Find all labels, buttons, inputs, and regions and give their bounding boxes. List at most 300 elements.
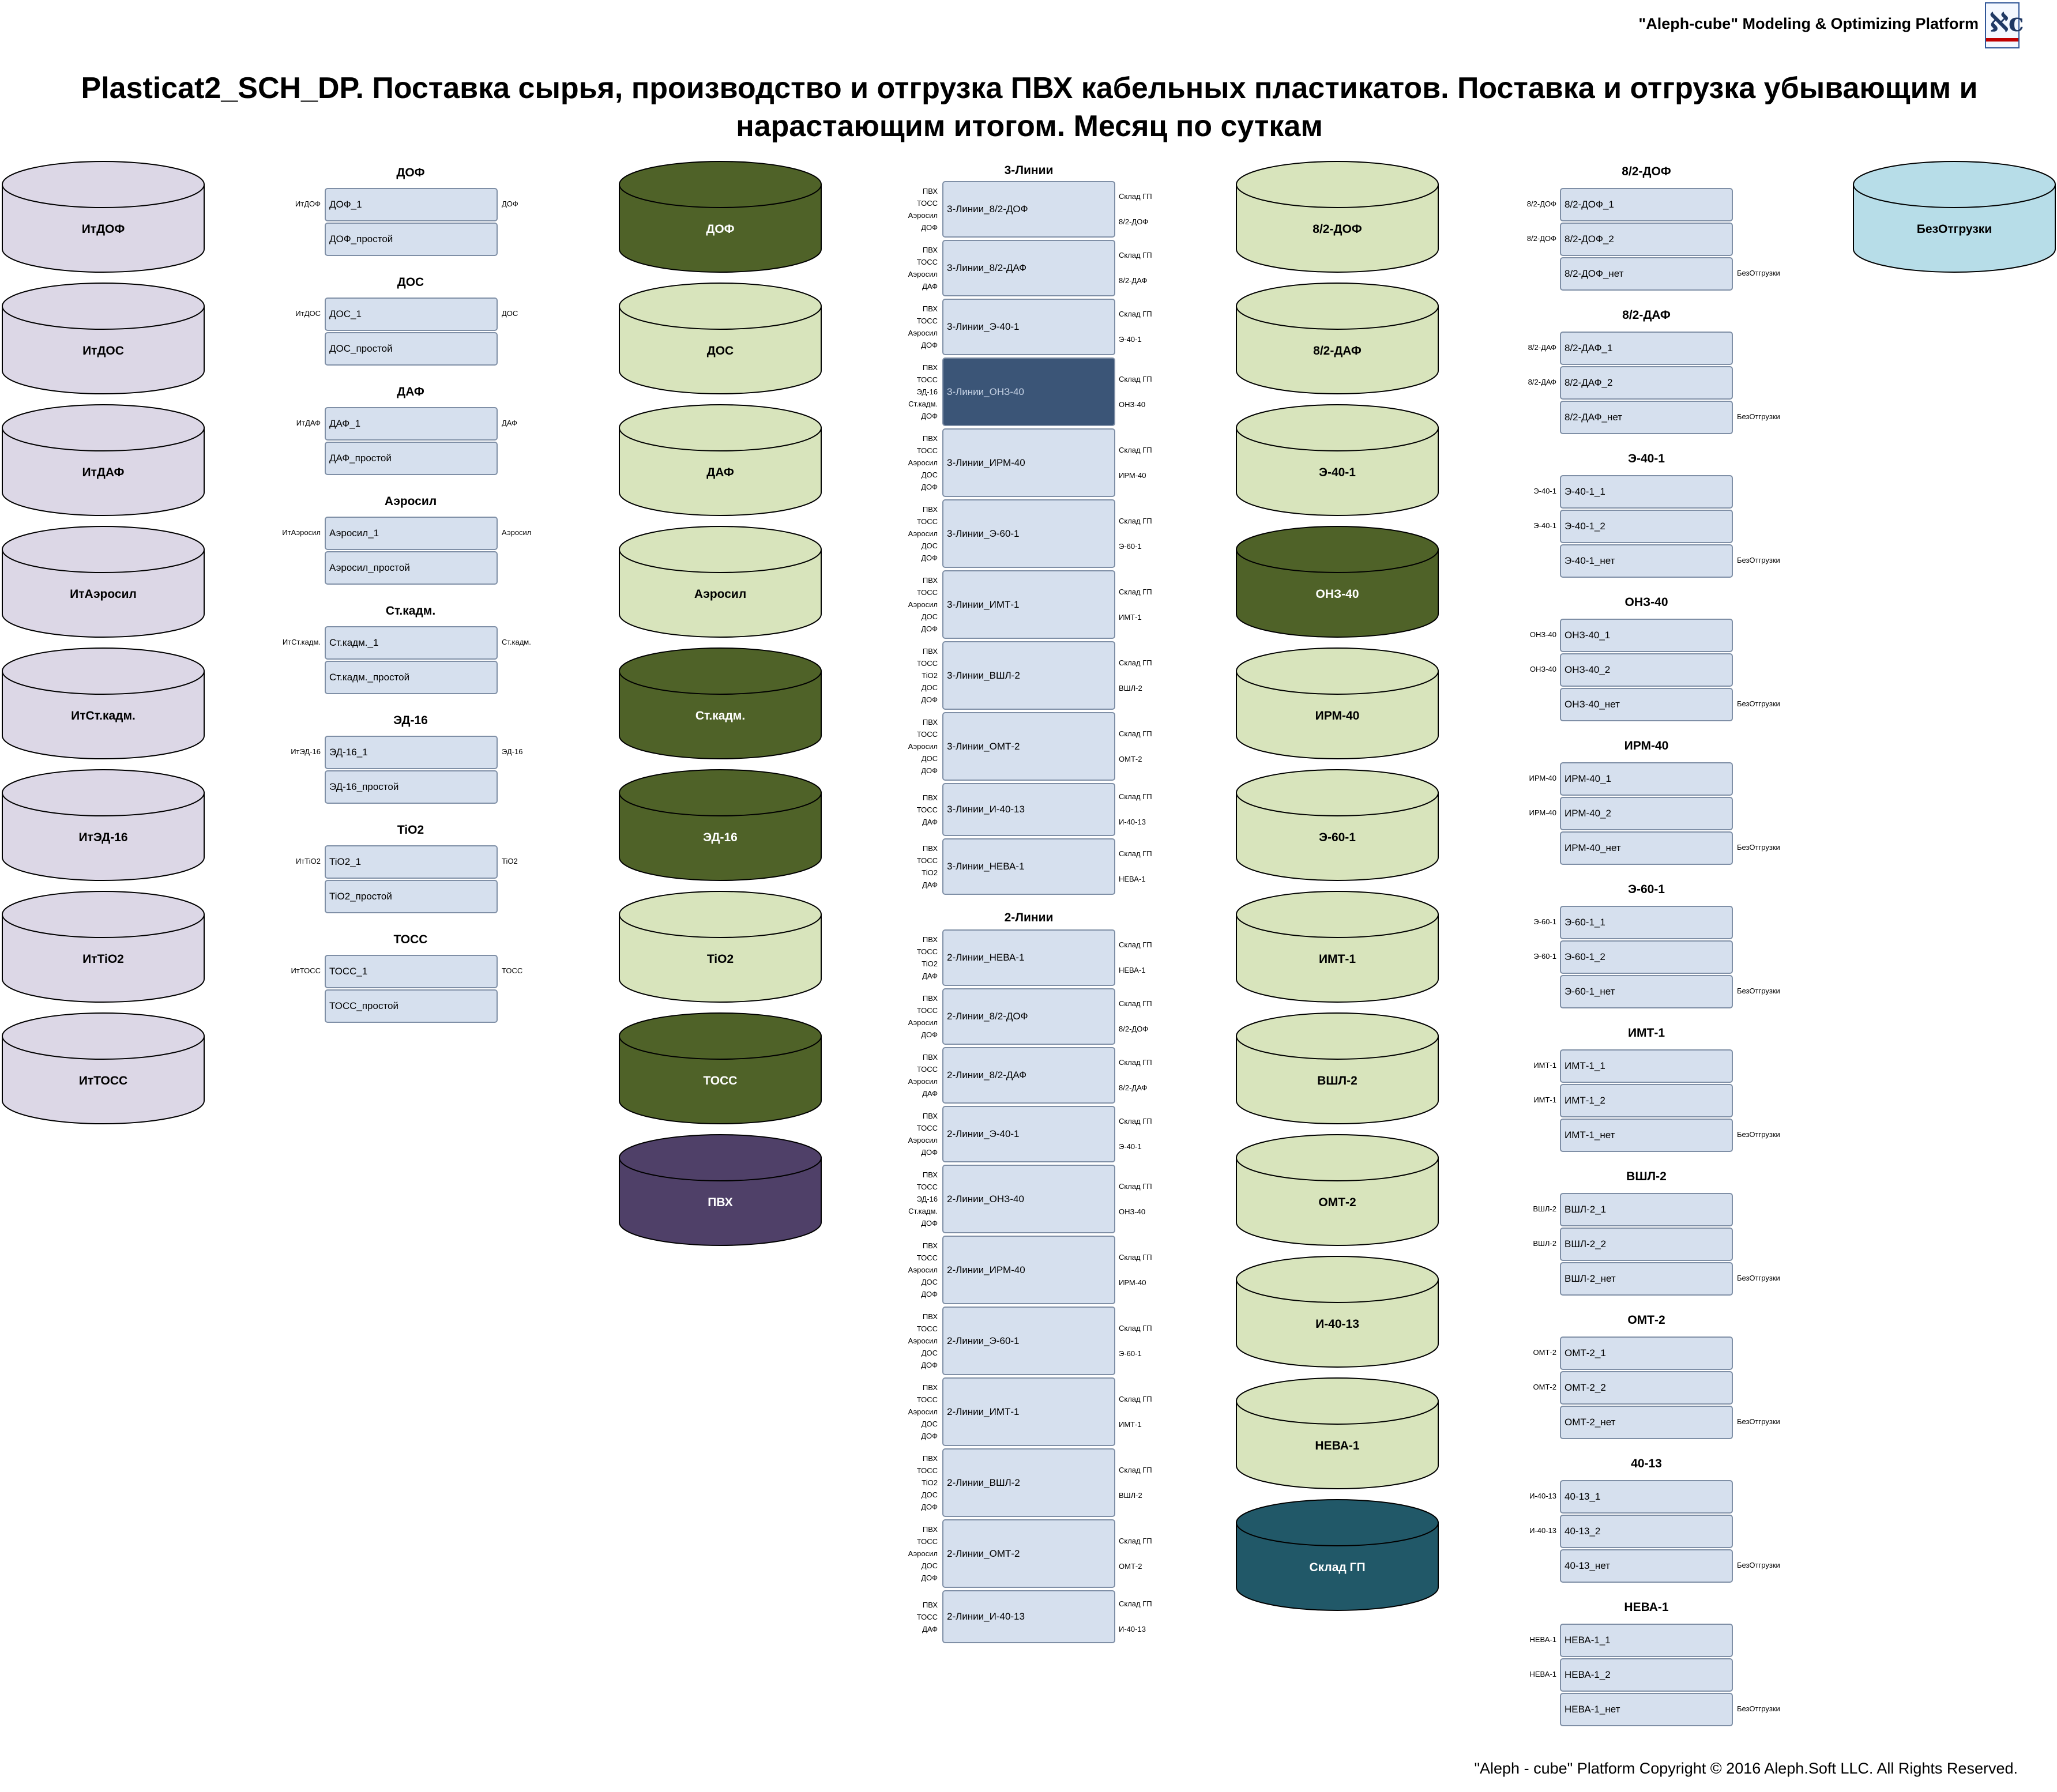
cylinder-label: ИтДОФ — [81, 223, 125, 236]
supply-group-title: ТОСС — [393, 933, 428, 946]
cylinder-shape — [1, 160, 205, 273]
page-title: Plasticat2_SCH_DP. Поставка сырья, производство и отгрузка ПВХ кабельных пластикатов. Поставка и отгрузка убывающим и нарастающим итогом. Месяц по суткам — [81, 71, 1978, 143]
line-box[interactable]: 2-Линии_ВШЛ-2 — [942, 1448, 1115, 1517]
line-box[interactable]: 2-Линии_НЕВА-1 — [942, 929, 1115, 986]
cylinder-top — [1236, 405, 1438, 451]
cylinder-label: ВШЛ-2 — [1317, 1074, 1357, 1087]
line-inputs: ПВХ ТОСС Аэросил ДОС ДОФ — [908, 576, 938, 633]
supply-group-title: ДОС — [397, 276, 424, 289]
shipment-group-title: НЕВА-1 — [1624, 1601, 1669, 1614]
cylinder-top — [2, 891, 204, 938]
supply-out-label: ЭД-16 — [502, 747, 523, 756]
cylinder-label: Склад ГП — [1309, 1561, 1366, 1574]
cylinder-label: ИтTiO2 — [82, 953, 124, 966]
line-box[interactable]: 3-Линии_Э-60-1 — [942, 499, 1115, 568]
shipment-group-title: ОМТ-2 — [1627, 1313, 1665, 1327]
shipment-box-1[interactable]: 8/2-ДОФ_1 — [1560, 188, 1733, 221]
shipment-in-label: 8/2-ДОФ — [1526, 199, 1556, 208]
cylinder-label: ИтДОС — [82, 344, 124, 357]
supply-out-label: ТОСС — [502, 966, 523, 975]
supply-box[interactable]: TiO2_1 — [325, 845, 498, 879]
shipment-box-2[interactable]: НЕВА-1_2 — [1560, 1658, 1733, 1692]
product-5[interactable] — [1235, 647, 1439, 760]
supply-out-label: ДОФ — [502, 199, 518, 208]
shipment-box-1[interactable]: НЕВА-1_1 — [1560, 1624, 1733, 1657]
line-outputs: Склад ГП ОНЗ-40 — [1119, 374, 1152, 409]
product-10[interactable] — [1235, 1255, 1439, 1368]
line-inputs: ПВХ ТОСС ЭД-16 Ст.кадм. ДОФ — [908, 363, 938, 420]
product-9[interactable] — [1235, 1134, 1439, 1247]
line-outputs: Склад ГП ИРМ-40 — [1119, 1252, 1152, 1287]
shipment-box-2[interactable]: Э-40-1_2 — [1560, 510, 1733, 543]
shipment-out-label: БезОтгрузки — [1737, 1704, 1780, 1713]
cylinder-label: ИРМ-40 — [1315, 709, 1360, 722]
cyl-3[interactable] — [1, 404, 205, 517]
line-box[interactable]: 2-Линии_ИМТ-1 — [942, 1377, 1115, 1446]
supply-out-label: ДАФ — [502, 419, 517, 427]
line-inputs: ПВХ ТОСС Аэросил ДОФ — [908, 304, 938, 349]
shipment-none-box[interactable]: ИРМ-40_нет — [1560, 831, 1733, 865]
cylinder-shape — [618, 160, 822, 273]
line-inputs: ПВХ ТОСС Аэросил ДОС ДОФ — [908, 1383, 938, 1440]
shipment-in-label: ОМТ-2 — [1533, 1348, 1556, 1357]
supply-idle-box[interactable]: ДОС_простой — [325, 332, 498, 366]
shipment-none-box[interactable]: НЕВА-1_нет — [1560, 1693, 1733, 1726]
cylinder-shape — [1235, 1134, 1439, 1247]
shipment-in-label: 8/2-ДАФ — [1528, 378, 1556, 386]
line-outputs: Склад ГП Э-60-1 — [1119, 1323, 1152, 1358]
shipment-in-label: Э-40-1 — [1533, 521, 1556, 530]
supply-in-label: ИтСт.кадм. — [282, 638, 321, 646]
cylinder-top — [1236, 1378, 1438, 1424]
line-outputs: Склад ГП ИМТ-1 — [1119, 1394, 1152, 1429]
supply-in-label: ИтАэросил — [282, 528, 321, 537]
cylinder-shape — [1, 647, 205, 760]
line-inputs: ПВХ ТОСС Аэросил ДОС ДОФ — [908, 1525, 938, 1582]
cyl-8[interactable] — [1, 1012, 205, 1125]
cylinder-top — [2, 770, 204, 816]
product-7[interactable] — [1235, 890, 1439, 1003]
cylinder-label: Э-40-1 — [1319, 466, 1356, 479]
cylinder-top — [1236, 1013, 1438, 1059]
shipment-out-label: БезОтгрузки — [1737, 699, 1780, 708]
line-outputs: Склад ГП 8/2-ДОФ — [1119, 999, 1152, 1033]
cylinder-top — [1236, 648, 1438, 694]
cyl-4[interactable] — [1, 525, 205, 638]
line-box[interactable]: 2-Линии_Э-60-1 — [942, 1307, 1115, 1375]
cylinder-label: TiO2 — [706, 953, 734, 966]
shipment-out-label: БезОтгрузки — [1737, 412, 1780, 421]
cylinder-shape — [618, 647, 822, 760]
shipment-box-1[interactable]: ИРМ-40_1 — [1560, 762, 1733, 796]
cylinder-shape — [618, 1012, 822, 1125]
shipment-none-box[interactable]: 40-13_нет — [1560, 1549, 1733, 1583]
material-5[interactable] — [618, 647, 822, 760]
cylinder-shape — [1, 282, 205, 395]
cylinder-label: ИтСт.кадм. — [71, 709, 136, 722]
material-6[interactable] — [618, 769, 822, 882]
cylinder-top — [619, 283, 821, 329]
shipment-in-label: 8/2-ДОФ — [1526, 234, 1556, 243]
cylinder-top — [1236, 161, 1438, 208]
cylinder-shape — [618, 1134, 822, 1247]
cylinder-top — [619, 405, 821, 451]
shipment-group-title: 8/2-ДАФ — [1622, 308, 1671, 322]
supply-box[interactable]: Ст.кадм._1 — [325, 626, 498, 660]
cyl-5[interactable] — [1, 647, 205, 760]
material-1[interactable] — [618, 160, 822, 273]
shipment-in-label: Э-40-1 — [1533, 487, 1556, 495]
cylinder-label: И-40-13 — [1315, 1317, 1359, 1331]
shipment-group-title: ИРМ-40 — [1624, 739, 1669, 752]
line-outputs: Склад ГП ИРМ-40 — [1119, 445, 1152, 480]
shipment-group-title: Э-60-1 — [1628, 883, 1665, 896]
product-4[interactable] — [1235, 525, 1439, 638]
shipment-box-2[interactable]: ИРМ-40_2 — [1560, 797, 1733, 830]
cylinder-label: ОМТ-2 — [1318, 1196, 1356, 1209]
line-box[interactable]: 3-Линии_Э-40-1 — [942, 299, 1115, 355]
shipment-group-title: 40-13 — [1631, 1457, 1662, 1470]
supply-group-title: ДОФ — [396, 166, 425, 179]
cylinder-shape — [1235, 1377, 1439, 1490]
supply-box[interactable]: ЭД-16_1 — [325, 736, 498, 769]
line-outputs: Склад ГП Э-60-1 — [1119, 516, 1152, 551]
cylinder-shape — [1, 890, 205, 1003]
cylinder-shape — [1235, 1012, 1439, 1125]
shipment-box-1[interactable]: ОНЗ-40_1 — [1560, 619, 1733, 652]
line-box[interactable]: 2-Линии_8/2-ДОФ — [942, 988, 1115, 1045]
line-box[interactable]: 3-Линии_8/2-ДОФ — [942, 181, 1115, 238]
line-box[interactable]: 3-Линии_ИМТ-1 — [942, 570, 1115, 639]
cylinder-shape — [1235, 769, 1439, 882]
shipment-none-box[interactable]: 8/2-ДАФ_нет — [1560, 401, 1733, 434]
cylinder-shape — [1, 525, 205, 638]
line-inputs: ПВХ ТОСС TiO2 ДАФ — [916, 844, 938, 889]
cyl-6[interactable] — [1, 769, 205, 882]
supply-idle-box[interactable]: ЭД-16_простой — [325, 770, 498, 804]
shipment-in-label: ИРМ-40 — [1529, 774, 1556, 782]
supply-box[interactable]: ТОСС_1 — [325, 955, 498, 988]
aleph-cube-logo-icon — [1985, 2, 2024, 48]
supply-group-title: Аэросил — [384, 495, 437, 508]
cylinder-shape — [1852, 160, 2056, 273]
line-box[interactable]: 3-Линии_ОМТ-2 — [942, 712, 1115, 781]
cylinder-label: БезОтгрузки — [1916, 223, 1992, 236]
cylinder-label: НЕВА-1 — [1315, 1439, 1360, 1452]
shipment-group-title: ВШЛ-2 — [1626, 1170, 1667, 1183]
cylinder-shape — [1235, 404, 1439, 517]
shipment-in-label: ИМТ-1 — [1533, 1061, 1556, 1070]
cylinder-top — [619, 1013, 821, 1059]
shipment-in-label: Э-60-1 — [1533, 952, 1556, 961]
line-outputs: Склад ГП НЕВА-1 — [1119, 849, 1152, 883]
shipment-box-1[interactable]: ВШЛ-2_1 — [1560, 1193, 1733, 1226]
shipment-none-box[interactable]: ИМТ-1_нет — [1560, 1119, 1733, 1152]
supply-out-label: Аэросил — [502, 528, 532, 537]
cylinder-top — [2, 1013, 204, 1059]
cylinder-label: ПВХ — [708, 1196, 733, 1209]
product-3[interactable] — [1235, 404, 1439, 517]
line-box[interactable]: 2-Линии_ОМТ-2 — [942, 1519, 1115, 1588]
shipment-none-box[interactable]: ОМТ-2_нет — [1560, 1406, 1733, 1439]
line-inputs: ПВХ ТОСС Аэросил ДОС ДОФ — [908, 1241, 938, 1298]
cylinder-shape — [1, 404, 205, 517]
logo-glyph: ℵc — [1990, 8, 2024, 37]
shipment-in-label: Э-60-1 — [1533, 917, 1556, 926]
copyright-footer: "Aleph - cube" Platform Copyright © 2016 Aleph.Soft LLC. All Rights Reserved. — [1474, 1760, 2018, 1777]
material-2[interactable] — [618, 282, 822, 395]
supply-in-label: ИтДОФ — [295, 199, 321, 208]
material-4[interactable] — [618, 525, 822, 638]
supply-out-label: Ст.кадм. — [502, 638, 531, 646]
line-inputs: ПВХ ТОСС Аэросил ДОС ДОФ — [908, 434, 938, 491]
lines-title: 2-Линии — [1004, 911, 1054, 924]
supply-in-label: ИтЭД-16 — [291, 747, 321, 756]
cylinder-label: ИтДАФ — [82, 466, 125, 479]
cylinder-top — [619, 648, 821, 694]
cylinder-label: 8/2-ДАФ — [1313, 344, 1362, 357]
shipment-in-label: ИМТ-1 — [1533, 1095, 1556, 1104]
line-box[interactable]: 2-Линии_8/2-ДАФ — [942, 1047, 1115, 1104]
line-inputs: ПВХ ТОСС Аэросил ДОФ — [908, 1112, 938, 1157]
line-box[interactable]: 3-Линии_8/2-ДАФ — [942, 240, 1115, 296]
shipment-box-1[interactable]: 8/2-ДАФ_1 — [1560, 332, 1733, 365]
line-box[interactable]: 3-Линии_ИРМ-40 — [942, 428, 1115, 497]
shipment-none-box[interactable]: Э-40-1_нет — [1560, 544, 1733, 578]
cylinder-label: Э-60-1 — [1319, 831, 1356, 844]
cylinder-shape — [1235, 1255, 1439, 1368]
shipment-in-label: И-40-13 — [1529, 1492, 1556, 1500]
supply-box[interactable]: ДАФ_1 — [325, 407, 498, 441]
line-box[interactable]: 3-Линии_НЕВА-1 — [942, 838, 1115, 895]
cylinder-top — [1236, 283, 1438, 329]
cylinder-top — [619, 1135, 821, 1181]
line-outputs: Склад ГП НЕВА-1 — [1119, 940, 1152, 974]
shipment-none-box[interactable]: ОНЗ-40_нет — [1560, 688, 1733, 721]
supply-idle-box[interactable]: Аэросил_простой — [325, 551, 498, 585]
line-box[interactable]: 2-Линии_ОНЗ-40 — [942, 1165, 1115, 1233]
shipment-group-title: ОНЗ-40 — [1624, 596, 1668, 609]
cylinder-shape — [618, 890, 822, 1003]
shipment-in-label: ОНЗ-40 — [1529, 665, 1556, 673]
material-3[interactable] — [618, 404, 822, 517]
shipment-box-2[interactable]: ИМТ-1_2 — [1560, 1084, 1733, 1117]
line-inputs: ПВХ ТОСС ЭД-16 Ст.кадм. ДОФ — [908, 1170, 938, 1228]
line-outputs: Склад ГП 8/2-ДАФ — [1119, 1058, 1152, 1092]
supply-in-label: ИтДОС — [295, 309, 321, 318]
shipment-group-title: 8/2-ДОФ — [1622, 165, 1671, 178]
cyl-7[interactable] — [1, 890, 205, 1003]
supply-box[interactable]: ДОС_1 — [325, 298, 498, 331]
shipment-box-2[interactable]: ВШЛ-2_2 — [1560, 1228, 1733, 1261]
cylinder-top — [1236, 1500, 1438, 1546]
cylinder-top — [1236, 1256, 1438, 1302]
line-outputs: Склад ГП 8/2-ДОФ — [1119, 192, 1152, 226]
material-7[interactable] — [618, 890, 822, 1003]
line-inputs: ПВХ ТОСС Аэросил ДОС ДОФ — [908, 505, 938, 562]
cylinder-top — [1853, 161, 2055, 208]
line-box[interactable]: 2-Линии_И-40-13 — [942, 1590, 1115, 1643]
cylinder-shape — [1235, 1499, 1439, 1612]
shipment-in-label: ОНЗ-40 — [1529, 630, 1556, 639]
cylinder-top — [619, 891, 821, 938]
supply-out-label: TiO2 — [502, 857, 518, 865]
cylinder-top — [1236, 526, 1438, 573]
line-outputs: Склад ГП Э-40-1 — [1119, 1117, 1152, 1151]
line-box[interactable]: 3-Линии_ОНЗ-40 — [942, 357, 1115, 426]
shipment-out-label: БезОтгрузки — [1737, 843, 1780, 852]
material-9[interactable] — [618, 1134, 822, 1247]
cylinder-top — [2, 526, 204, 573]
line-outputs: Склад ГП 8/2-ДАФ — [1119, 251, 1152, 285]
supply-in-label: ИтДАФ — [296, 419, 321, 427]
cyl-1[interactable] — [1, 160, 205, 273]
cylinder-label: Аэросил — [694, 588, 747, 601]
cylinder-top — [619, 526, 821, 573]
shipment-box-2[interactable]: ОМТ-2_2 — [1560, 1371, 1733, 1405]
cylinder-shape — [1235, 525, 1439, 638]
cylinder-label: ДОФ — [706, 223, 735, 236]
cyl-2[interactable] — [1, 282, 205, 395]
supply-in-label: ИтTiO2 — [296, 857, 321, 865]
line-outputs: Склад ГП Э-40-1 — [1119, 310, 1152, 344]
line-box[interactable]: 3-Линии_И-40-13 — [942, 783, 1115, 836]
shipment-box-1[interactable]: 40-13_1 — [1560, 1480, 1733, 1514]
cylinder-label: ЭД-16 — [703, 831, 738, 844]
line-box[interactable]: 2-Линии_Э-40-1 — [942, 1106, 1115, 1162]
product-8[interactable] — [1235, 1012, 1439, 1125]
shipment-out-label: БезОтгрузки — [1737, 987, 1780, 995]
cylinder-top — [2, 283, 204, 329]
line-outputs: Склад ГП ОНЗ-40 — [1119, 1181, 1152, 1216]
shipment-none-box[interactable]: ВШЛ-2_нет — [1560, 1262, 1733, 1296]
supply-box[interactable]: Аэросил_1 — [325, 517, 498, 550]
cylinder-label: ДОС — [706, 344, 734, 357]
cylinder-shape — [618, 404, 822, 517]
cylinder-shape — [1235, 282, 1439, 395]
cylinder-shape — [1235, 647, 1439, 760]
shipment-out-label: БезОтгрузки — [1737, 1130, 1780, 1139]
line-inputs: ПВХ ТОСС TiO2 ДАФ — [916, 935, 938, 980]
cylinder-label: Ст.кадм. — [695, 709, 746, 722]
shipment-out-label: БезОтгрузки — [1737, 269, 1780, 277]
supply-idle-box[interactable]: ДАФ_простой — [325, 442, 498, 475]
cylinder-label: 8/2-ДОФ — [1313, 223, 1362, 236]
material-8[interactable] — [618, 1012, 822, 1125]
cylinder-top — [619, 161, 821, 208]
product-11[interactable] — [1235, 1377, 1439, 1490]
shipment-out-label: БезОтгрузки — [1737, 1561, 1780, 1569]
product-12[interactable] — [1235, 1499, 1439, 1612]
line-outputs: Склад ГП ОМТ-2 — [1119, 729, 1152, 763]
line-inputs: ПВХ ТОСС Аэросил ДАФ — [908, 246, 938, 291]
sink-1[interactable] — [1852, 160, 2056, 273]
platform-brand: "Aleph-cube" Modeling & Optimizing Platform — [1638, 15, 1979, 32]
shipment-out-label: БезОтгрузки — [1737, 1274, 1780, 1282]
cylinder-label: ИМТ-1 — [1318, 953, 1356, 966]
shipment-in-label: ОМТ-2 — [1533, 1383, 1556, 1391]
line-inputs: ПВХ ТОСС Аэросил ДОС ДОФ — [908, 718, 938, 775]
supply-idle-box[interactable]: ТОСС_простой — [325, 989, 498, 1023]
line-inputs: ПВХ ТОСС Аэросил ДАФ — [908, 1053, 938, 1098]
shipment-out-label: БезОтгрузки — [1737, 1417, 1780, 1426]
line-outputs: Склад ГП ИМТ-1 — [1119, 587, 1152, 622]
cylinder-shape — [1, 1012, 205, 1125]
cylinder-shape — [1235, 160, 1439, 273]
supply-idle-box[interactable]: Ст.кадм._простой — [325, 661, 498, 694]
shipment-in-label: 8/2-ДАФ — [1528, 343, 1556, 352]
shipment-box-2[interactable]: 8/2-ДАФ_2 — [1560, 366, 1733, 400]
cylinder-label: ИтАэросил — [70, 588, 137, 601]
cylinder-label: ИтТОСС — [78, 1074, 128, 1087]
shipment-box-2[interactable]: 40-13_2 — [1560, 1515, 1733, 1548]
shipment-group-title: ИМТ-1 — [1627, 1026, 1665, 1040]
shipment-group-title: Э-40-1 — [1628, 452, 1665, 465]
supply-group-title: ЭД-16 — [393, 714, 428, 727]
shipment-box-2[interactable]: ОНЗ-40_2 — [1560, 653, 1733, 687]
shipment-none-box[interactable]: 8/2-ДОФ_нет — [1560, 257, 1733, 291]
line-outputs: Склад ГП ВШЛ-2 — [1119, 1465, 1152, 1500]
supply-group-title: Ст.кадм. — [385, 604, 436, 618]
supply-idle-box[interactable]: TiO2_простой — [325, 880, 498, 913]
line-inputs: ПВХ ТОСС Аэросил ДОФ — [908, 187, 938, 232]
product-6[interactable] — [1235, 769, 1439, 882]
cylinder-top — [2, 648, 204, 694]
cylinder-label: ОНЗ-40 — [1315, 588, 1359, 601]
cylinder-label: ИтЭД-16 — [78, 831, 128, 844]
shipment-in-label: НЕВА-1 — [1529, 1670, 1556, 1678]
cylinder-shape — [618, 282, 822, 395]
shipment-box-1[interactable]: Э-40-1_1 — [1560, 475, 1733, 509]
shipment-box-1[interactable]: ОМТ-2_1 — [1560, 1337, 1733, 1370]
shipment-out-label: БезОтгрузки — [1737, 556, 1780, 564]
shipment-in-label: ИРМ-40 — [1529, 808, 1556, 817]
line-inputs: ПВХ ТОСС Аэросил ДОФ — [908, 994, 938, 1039]
shipment-box-1[interactable]: ИМТ-1_1 — [1560, 1049, 1733, 1083]
supply-idle-box[interactable]: ДОФ_простой — [325, 223, 498, 256]
supply-box[interactable]: ДОФ_1 — [325, 188, 498, 221]
shipment-none-box[interactable]: Э-60-1_нет — [1560, 975, 1733, 1008]
shipment-box-1[interactable]: Э-60-1_1 — [1560, 906, 1733, 939]
line-inputs: ПВХ ТОСС TiO2 ДОС ДОФ — [916, 1454, 938, 1511]
cylinder-top — [1236, 1135, 1438, 1181]
cylinder-top — [2, 405, 204, 451]
line-outputs: Склад ГП И-40-13 — [1119, 792, 1152, 826]
line-inputs: ПВХ ТОСС ДАФ — [916, 1600, 938, 1633]
cylinder-top — [2, 161, 204, 208]
line-outputs: Склад ГП ОМТ-2 — [1119, 1536, 1152, 1571]
line-box[interactable]: 2-Линии_ИРМ-40 — [942, 1236, 1115, 1304]
lines-title: 3-Линии — [1004, 164, 1054, 177]
line-inputs: ПВХ ТОСС ДАФ — [916, 793, 938, 826]
product-2[interactable] — [1235, 282, 1439, 395]
line-outputs: Склад ГП И-40-13 — [1119, 1599, 1152, 1633]
shipment-box-2[interactable]: Э-60-1_2 — [1560, 940, 1733, 974]
logo-bar — [1986, 38, 2018, 42]
cylinder-label: ТОСС — [703, 1074, 738, 1087]
shipment-box-2[interactable]: 8/2-ДОФ_2 — [1560, 223, 1733, 256]
cylinder-top — [1236, 770, 1438, 816]
cylinder-top — [619, 770, 821, 816]
product-1[interactable] — [1235, 160, 1439, 273]
shipment-in-label: ВШЛ-2 — [1533, 1239, 1556, 1248]
supply-out-label: ДОС — [502, 309, 518, 318]
supply-group-title: TiO2 — [397, 823, 424, 837]
line-box[interactable]: 3-Линии_ВШЛ-2 — [942, 641, 1115, 710]
cylinder-top — [1236, 891, 1438, 938]
line-outputs: Склад ГП ВШЛ-2 — [1119, 658, 1152, 692]
cylinder-shape — [618, 769, 822, 882]
